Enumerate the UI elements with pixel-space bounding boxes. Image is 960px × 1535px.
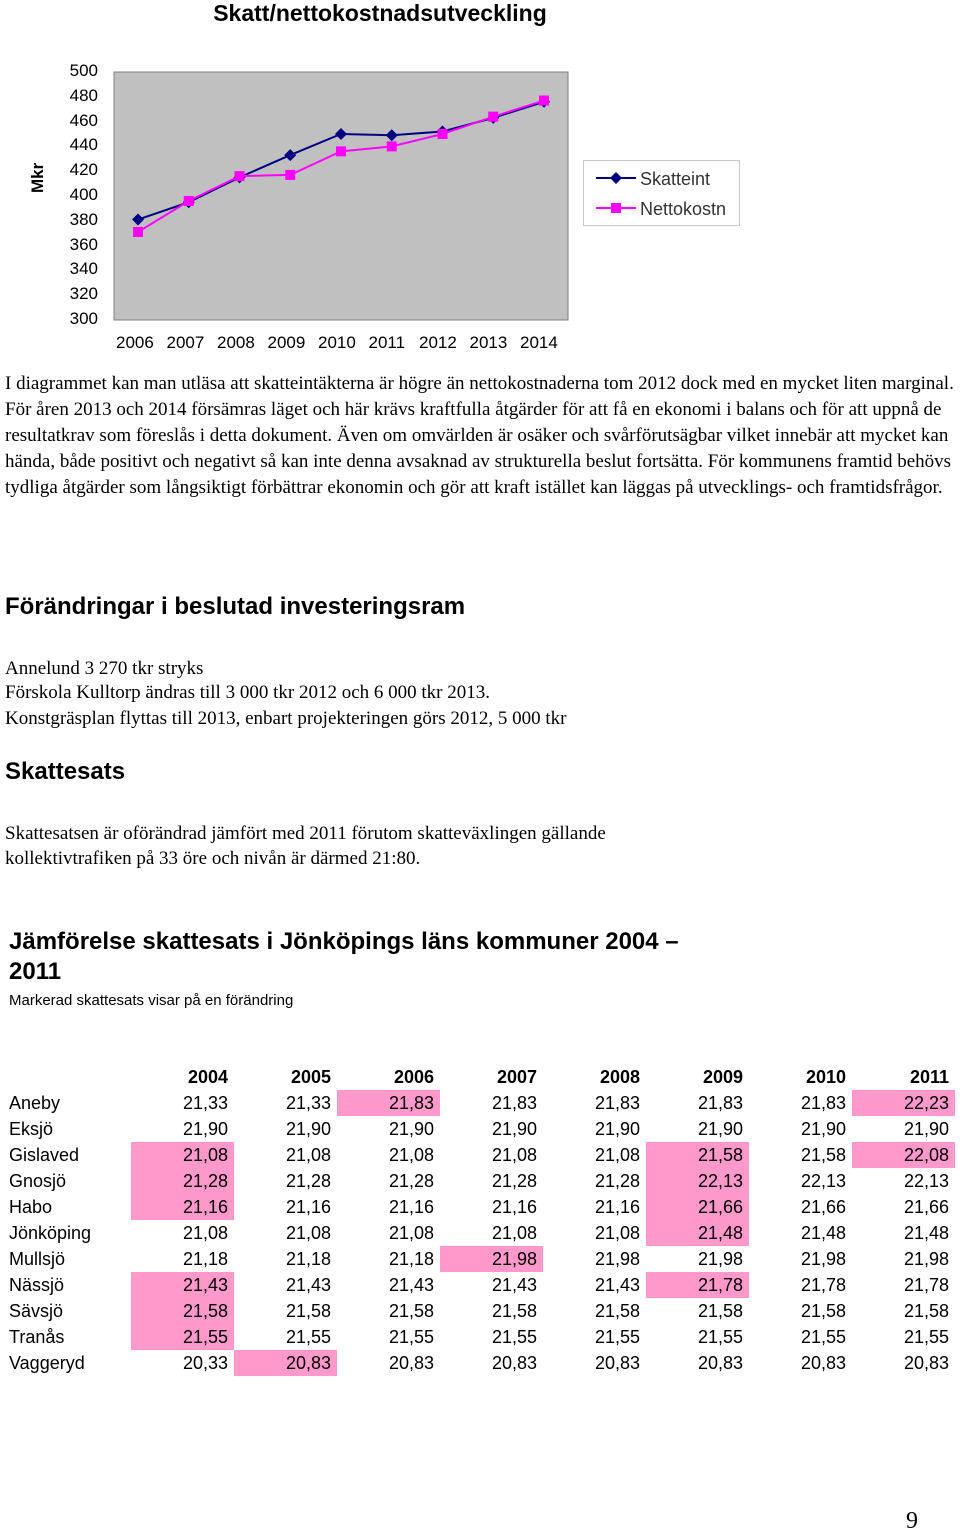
tax-rate-cell: 21,58 <box>903 1300 949 1321</box>
tax-rate-cell: 21,48 <box>800 1222 846 1243</box>
tax-rate-cell: 21,83 <box>800 1092 846 1113</box>
tax-rate-cell-changed: 21,58 <box>646 1142 749 1168</box>
municipality-name: Habo <box>9 1196 53 1217</box>
tax-rate-cell: 21,28 <box>388 1170 434 1191</box>
municipality-name: Sävsjö <box>9 1300 64 1321</box>
table-title-line: 2011 <box>9 958 62 985</box>
tax-rate-cell: 21,98 <box>594 1248 640 1269</box>
tax-rate-cell: 21,90 <box>697 1118 743 1139</box>
tax-rate-cell: 21,48 <box>903 1222 949 1243</box>
x-tick-label: 2009 <box>267 333 306 352</box>
y-tick-label: 500 <box>69 61 98 80</box>
legend-label: Nettokostn <box>640 199 727 219</box>
tax-rate-cell: 21,18 <box>182 1248 228 1269</box>
tax-rate-cell: 22,13 <box>800 1170 846 1191</box>
y-tick-label: 480 <box>69 85 98 105</box>
tax-rate-cell: 21,58 <box>388 1300 434 1321</box>
header-corner <box>5 1064 131 1090</box>
tax-rate-cell-changed: 21,48 <box>646 1220 749 1246</box>
tax-rate-cell: 21,08 <box>285 1222 331 1243</box>
tax-rate-cell: 21,16 <box>285 1196 331 1217</box>
tax-rate-cell-changed: 22,13 <box>646 1168 749 1194</box>
tax-rate-cell: 21,90 <box>388 1118 434 1139</box>
x-tick-label: 2007 <box>166 333 205 352</box>
municipality-name: Mullsjö <box>9 1248 66 1269</box>
y-tick-label: 340 <box>69 259 98 279</box>
tax-rate-cell: 21,08 <box>491 1144 537 1165</box>
tax-rate-cell: 21,58 <box>800 1144 846 1165</box>
tax-rate-cell: 21,90 <box>903 1118 949 1139</box>
tax-rate-cell: 21,33 <box>285 1092 331 1113</box>
municipality-name: Vaggeryd <box>9 1352 85 1373</box>
municipality-name: Tranås <box>9 1326 65 1347</box>
y-tick-label: 400 <box>69 185 98 204</box>
tax-rate-cell: 21,90 <box>800 1118 846 1139</box>
municipality-name: Jönköping <box>9 1222 92 1243</box>
data-point-nettokostn <box>387 141 397 151</box>
legend-item-nettokostn <box>584 197 739 221</box>
data-point-nettokostn <box>336 146 346 156</box>
year-header: 2009 <box>702 1066 743 1087</box>
investment-line: Konstgräsplan flyttas till 2013, enbart projekteringen görs 2012, 5 000 tkr <box>5 708 567 729</box>
municipality-name: Aneby <box>9 1092 61 1113</box>
investment-line: Förskola Kulltorp ändras till 3 000 tkr 2012 och 6 000 tkr 2013. <box>5 682 490 703</box>
tax-rate-cell-changed: 21,98 <box>440 1246 543 1272</box>
data-point-nettokostn <box>488 112 498 122</box>
tax-rate-cell: 22,13 <box>903 1170 949 1191</box>
data-point-nettokostn <box>438 129 448 139</box>
table-row <box>5 1246 955 1272</box>
tax-rate-cell: 21,43 <box>285 1274 331 1295</box>
tax-rate-cell: 21,83 <box>594 1092 640 1113</box>
tax-rate-cell: 20,83 <box>594 1352 640 1373</box>
tax-rate-cell: 20,33 <box>182 1352 228 1373</box>
tax-rate-cell: 21,28 <box>285 1170 331 1191</box>
x-tick-label: 2014 <box>520 333 558 352</box>
tax-rate-cell: 21,28 <box>491 1170 537 1191</box>
table-body <box>5 1090 955 1376</box>
tax-rate-cell: 21,55 <box>285 1326 331 1347</box>
table-row <box>5 1272 955 1298</box>
y-tick-label: 380 <box>69 209 98 229</box>
tax-rate-cell-changed: 21,66 <box>646 1194 749 1220</box>
tax-rate-cell: 21,66 <box>903 1196 949 1217</box>
tax-rate-cell: 21,55 <box>800 1326 846 1347</box>
y-tick-label: 420 <box>69 160 98 180</box>
tax-rate-cell: 21,98 <box>903 1248 949 1269</box>
tax-rate-cell: 21,18 <box>285 1248 331 1269</box>
tax-rate-cell: 21,43 <box>594 1274 640 1295</box>
y-tick-label: 360 <box>69 234 98 254</box>
tax-rate-cell: 21,55 <box>388 1326 434 1347</box>
year-header: 2011 <box>909 1066 949 1087</box>
diamond-marker-icon <box>596 171 636 185</box>
tax-rate-cell: 21,33 <box>182 1092 228 1113</box>
table-row <box>5 1324 955 1350</box>
table-row <box>5 1090 955 1116</box>
table-row <box>5 1116 955 1142</box>
tax-rate-cell: 20,83 <box>491 1352 537 1373</box>
year-header: 2008 <box>599 1066 640 1087</box>
tax-rate-cell: 21,58 <box>285 1300 331 1321</box>
table-row <box>5 1298 955 1324</box>
tax-rate-text: kollektivtrafiken på 33 öre och nivån är därmed 21:80. <box>5 848 421 869</box>
data-point-nettokostn <box>235 171 245 181</box>
tax-rate-text: Skattesatsen är oförändrad jämfört med 2011 förutom skatteväxlingen gällande <box>5 823 606 844</box>
tax-rate-cell: 21,83 <box>697 1092 743 1113</box>
tax-rate-cell-changed: 21,08 <box>131 1142 234 1168</box>
tax-rate-cell: 21,08 <box>388 1144 434 1165</box>
y-tick-label: 300 <box>69 309 98 328</box>
y-tick-label: 320 <box>69 284 98 304</box>
tax-rate-cell: 20,83 <box>903 1352 949 1373</box>
x-tick-label: 2012 <box>419 333 457 352</box>
table-subtitle: Markerad skattesats visar på en förändring <box>9 992 294 1009</box>
tax-rate-cell: 21,08 <box>594 1144 640 1165</box>
tax-rate-cell: 21,90 <box>182 1118 228 1139</box>
year-header: 2010 <box>805 1066 846 1087</box>
tax-rate-cell-changed: 20,83 <box>234 1350 337 1376</box>
y-tick-label: 460 <box>69 110 98 130</box>
tax-rate-cell: 21,98 <box>697 1248 743 1269</box>
header-row <box>5 1064 955 1090</box>
legend-label: Skatteint <box>640 169 711 189</box>
tax-rate-cell: 21,90 <box>594 1118 640 1139</box>
x-tick-label: 2011 <box>368 333 406 352</box>
tax-rate-cell: 21,18 <box>388 1248 434 1269</box>
tax-rate-cell: 20,83 <box>800 1352 846 1373</box>
municipality-name: Gislaved <box>9 1144 80 1165</box>
tax-rate-cell: 21,58 <box>697 1300 743 1321</box>
data-point-nettokostn <box>133 227 143 237</box>
year-header: 2005 <box>290 1066 331 1087</box>
municipality-name: Gnosjö <box>9 1170 67 1191</box>
tax-rate-cell-changed: 21,78 <box>646 1272 749 1298</box>
year-header: 2004 <box>187 1066 228 1087</box>
analysis-paragraph: I diagrammet kan man utläsa att skatteintäkterna är högre än nettokostnaderna tom 2012 dock med en mycket liten marginal. För åren 2013 och 2014 försämras läget och här krävs kraftfulla åtgärder för att få en ekonomi i balans och för att uppnå de resultatkrav som föreslås i detta dokument. Även om omvärlden är osäker och svårförutsägbar vilket innebär att mycket kan hända, både positivt och negativt så kan inte denna avsaknad av strukturella beslut fortsätta. För kommunens framtid behövs tydliga åtgärder som långsiktigt förbättrar ekonomin och gör att kraft istället kan läggas på utvecklings- och framtidsfrågor. <box>5 373 954 498</box>
tax-rate-cell: 21,55 <box>697 1326 743 1347</box>
tax-rate-cell: 21,90 <box>491 1118 537 1139</box>
chart-legend <box>583 160 740 226</box>
tax-rate-cell: 21,43 <box>491 1274 537 1295</box>
tax-rate-cell: 21,08 <box>594 1222 640 1243</box>
tax-rate-cell-changed: 21,16 <box>131 1194 234 1220</box>
tax-rate-cell: 21,55 <box>594 1326 640 1347</box>
tax-rate-cell: 21,55 <box>903 1326 949 1347</box>
y-tick-label: 440 <box>69 135 98 155</box>
table-header <box>5 1064 955 1090</box>
tax-rate-cell: 21,78 <box>800 1274 846 1295</box>
data-point-nettokostn <box>539 96 549 106</box>
table-row <box>5 1142 955 1168</box>
legend-item-skatteint <box>584 167 739 191</box>
tax-rate-cell-changed: 22,08 <box>852 1142 955 1168</box>
tax-rate-cell-changed: 22,23 <box>852 1090 955 1116</box>
year-header: 2006 <box>393 1066 434 1087</box>
square-marker-icon <box>596 201 636 215</box>
investment-line: Annelund 3 270 tkr stryks <box>5 658 204 679</box>
tax-rate-cell-changed: 21,55 <box>131 1324 234 1350</box>
tax-rate-cell: 21,78 <box>903 1274 949 1295</box>
table-row <box>5 1350 955 1376</box>
section-heading-investeringsram: Förändringar i beslutad investeringsram <box>5 593 466 620</box>
x-tick-label: 2008 <box>217 333 255 352</box>
page-number: 9 <box>906 1508 918 1534</box>
tax-rate-cell-changed: 21,43 <box>131 1272 234 1298</box>
tax-rate-cell: 21,08 <box>388 1222 434 1243</box>
tax-rate-cell: 21,58 <box>594 1300 640 1321</box>
tax-rate-cell: 21,58 <box>800 1300 846 1321</box>
table-title <box>9 927 679 987</box>
plot-area <box>114 72 568 320</box>
table-row <box>5 1168 955 1194</box>
line-chart <box>0 0 960 360</box>
tax-rate-cell: 21,16 <box>388 1196 434 1217</box>
table-row <box>5 1220 955 1246</box>
x-tick-label: 2010 <box>318 333 356 352</box>
tax-rate-cell: 21,28 <box>594 1170 640 1191</box>
x-tick-label: 2006 <box>116 333 154 352</box>
tax-rate-cell: 21,98 <box>800 1248 846 1269</box>
section-heading-skattesats: Skattesats <box>5 758 126 785</box>
tax-rate-cell: 21,08 <box>491 1222 537 1243</box>
y-axis-label: Mkr <box>28 162 47 193</box>
tax-rate-cell: 21,90 <box>285 1118 331 1139</box>
tax-rate-cell: 21,16 <box>491 1196 537 1217</box>
tax-rate-cell: 21,66 <box>800 1196 846 1217</box>
table-row <box>5 1194 955 1220</box>
year-header: 2007 <box>496 1066 537 1087</box>
chart-title: Skatt/nettokostnadsutveckling <box>213 0 547 26</box>
tax-rate-cell: 21,58 <box>491 1300 537 1321</box>
tax-rate-cell: 21,83 <box>491 1092 537 1113</box>
table-title-line: Jämförelse skattesats i Jönköpings läns kommuner 2004 – <box>9 928 679 955</box>
data-point-nettokostn <box>184 196 194 206</box>
municipality-name: Nässjö <box>9 1274 65 1295</box>
tax-rate-cell-changed: 21,83 <box>337 1090 440 1116</box>
municipality-name: Eksjö <box>9 1118 54 1139</box>
tax-rate-table <box>5 1064 955 1376</box>
x-tick-label: 2013 <box>469 333 508 352</box>
tax-rate-cell-changed: 21,58 <box>131 1298 234 1324</box>
data-point-nettokostn <box>285 170 295 180</box>
tax-rate-cell: 21,16 <box>594 1196 640 1217</box>
tax-rate-cell: 20,83 <box>697 1352 743 1373</box>
tax-rate-cell: 21,08 <box>285 1144 331 1165</box>
tax-rate-cell: 21,55 <box>491 1326 537 1347</box>
tax-rate-cell: 20,83 <box>388 1352 434 1373</box>
tax-rate-cell: 21,08 <box>182 1222 228 1243</box>
tax-rate-cell: 21,43 <box>388 1274 434 1295</box>
tax-rate-cell-changed: 21,28 <box>131 1168 234 1194</box>
